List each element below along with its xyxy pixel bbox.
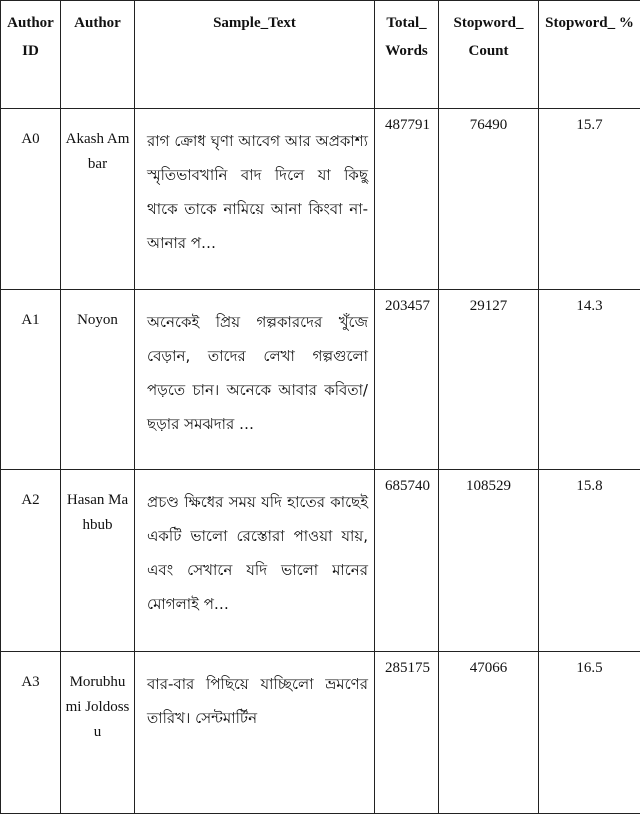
table-row [1, 290, 640, 470]
stopword-pct-cell: 16.5 [539, 652, 640, 814]
header-author: Author [61, 1, 135, 109]
header-stopword-pct: Stopword_ % [539, 1, 640, 109]
stopword-count-cell: 108529 [439, 470, 539, 652]
header-row [1, 1, 640, 109]
total-words-cell: 487791 [375, 109, 439, 290]
stopword-pct-cell: 14.3 [539, 290, 640, 470]
stopword-count-cell: 47066 [439, 652, 539, 814]
author-cell: Noyon [61, 290, 135, 470]
header-sample-text: Sample_Text [135, 1, 375, 109]
stopword-pct-cell: 15.7 [539, 109, 640, 290]
author-cell: Hasan Mahbub [61, 470, 135, 652]
total-words-cell: 285175 [375, 652, 439, 814]
author-id-cell: A0 [1, 109, 61, 290]
table-row [1, 652, 640, 814]
sample-text-cell: রাগ ক্রোধ ঘৃণা আবেগ আর অপ্রকাশ্য স্মৃতিভাবখানি বাদ দিলে যা কিছু থাকে তাকে নামিয়ে আনা কিংবা না-আনার প… [135, 109, 375, 290]
author-id-cell: A1 [1, 290, 61, 470]
sample-text-cell: বার-বার পিছিয়ে যাচ্ছিলো ভ্রমণের তারিখ। সেন্টমার্টিন [135, 652, 375, 814]
author-id-cell: A2 [1, 470, 61, 652]
author-cell: Morubhumi Joldossu [61, 652, 135, 814]
table-row [1, 109, 640, 290]
total-words-cell: 685740 [375, 470, 439, 652]
header-total-words: Total_ Words [375, 1, 439, 109]
author-id-cell: A3 [1, 652, 61, 814]
sample-text-cell: প্রচণ্ড ক্ষিধের সময় যদি হাতের কাছেই একটি ভালো রেস্তোরা পাওয়া যায়, এবং সেখানে যদি ভালো মানের মোগলাই প… [135, 470, 375, 652]
stopword-pct-cell: 15.8 [539, 470, 640, 652]
author-cell: Akash Ambar [61, 109, 135, 290]
header-stopword-count: Stopword_ Count [439, 1, 539, 109]
table-row [1, 470, 640, 652]
stopword-count-cell: 76490 [439, 109, 539, 290]
total-words-cell: 203457 [375, 290, 439, 470]
header-author-id: Author ID [1, 1, 61, 109]
stopword-count-cell: 29127 [439, 290, 539, 470]
sample-text-cell: অনেকেই প্রিয় গল্পকারদের খুঁজে বেড়ান, তাদের লেখা গল্পগুলো পড়তে চান। অনেকে আবার কবিতা/ছড়ার সমঝদার … [135, 290, 375, 470]
